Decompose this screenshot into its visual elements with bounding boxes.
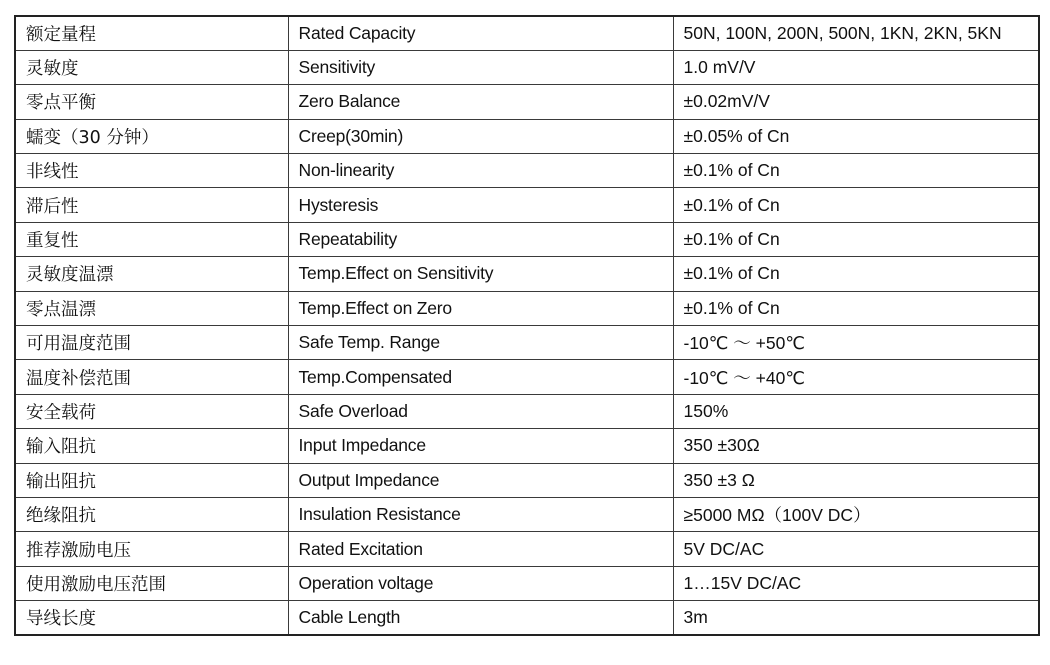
spec-name-cn: 蠕变（30 分钟） (15, 119, 288, 153)
spec-value: ±0.05% of Cn (673, 119, 1039, 153)
table-row (15, 463, 1039, 497)
spec-value: 5V DC/AC (673, 532, 1039, 566)
spec-table-body (15, 16, 1039, 635)
spec-name-cn: 非线性 (15, 154, 288, 188)
spec-name-en: Sensitivity (288, 50, 673, 84)
spec-value: ±0.1% of Cn (673, 154, 1039, 188)
spec-value: 1.0 mV/V (673, 50, 1039, 84)
table-row (15, 154, 1039, 188)
table-row (15, 50, 1039, 84)
table-row (15, 601, 1039, 635)
spec-table-container (14, 15, 1038, 636)
spec-name-en: Repeatability (288, 222, 673, 256)
spec-value: ±0.02mV/V (673, 85, 1039, 119)
spec-name-cn: 滞后性 (15, 188, 288, 222)
table-row (15, 85, 1039, 119)
table-row (15, 257, 1039, 291)
table-row (15, 119, 1039, 153)
spec-name-cn: 灵敏度温漂 (15, 257, 288, 291)
spec-name-en: Temp.Effect on Zero (288, 291, 673, 325)
spec-value: 350 ±3 Ω (673, 463, 1039, 497)
table-row (15, 16, 1039, 50)
table-row (15, 360, 1039, 394)
table-row (15, 291, 1039, 325)
table-row (15, 222, 1039, 256)
table-row (15, 326, 1039, 360)
spec-name-en: Rated Capacity (288, 16, 673, 50)
spec-name-cn: 额定量程 (15, 16, 288, 50)
spec-name-en: Operation voltage (288, 566, 673, 600)
spec-name-cn: 灵敏度 (15, 50, 288, 84)
spec-name-cn: 重复性 (15, 222, 288, 256)
table-row (15, 566, 1039, 600)
spec-name-en: Cable Length (288, 601, 673, 635)
table-row (15, 429, 1039, 463)
spec-value: 1…15V DC/AC (673, 566, 1039, 600)
spec-name-en: Input Impedance (288, 429, 673, 463)
spec-name-en: Hysteresis (288, 188, 673, 222)
spec-name-en: Temp.Effect on Sensitivity (288, 257, 673, 291)
spec-name-en: Safe Overload (288, 394, 673, 428)
spec-table (14, 15, 1040, 636)
spec-name-en: Non-linearity (288, 154, 673, 188)
spec-name-en: Output Impedance (288, 463, 673, 497)
table-row (15, 532, 1039, 566)
spec-name-en: Zero Balance (288, 85, 673, 119)
spec-value: ±0.1% of Cn (673, 291, 1039, 325)
spec-value: ±0.1% of Cn (673, 257, 1039, 291)
spec-name-cn: 安全载荷 (15, 394, 288, 428)
spec-name-cn: 绝缘阻抗 (15, 497, 288, 531)
table-row (15, 188, 1039, 222)
spec-name-cn: 可用温度范围 (15, 326, 288, 360)
spec-name-en: Temp.Compensated (288, 360, 673, 394)
spec-name-cn: 导线长度 (15, 601, 288, 635)
spec-name-cn: 温度补偿范围 (15, 360, 288, 394)
table-row (15, 497, 1039, 531)
spec-value: 50N, 100N, 200N, 500N, 1KN, 2KN, 5KN (673, 16, 1039, 50)
spec-value: 150% (673, 394, 1039, 428)
spec-name-cn: 输出阻抗 (15, 463, 288, 497)
spec-value: ±0.1% of Cn (673, 222, 1039, 256)
spec-name-en: Rated Excitation (288, 532, 673, 566)
spec-name-en: Creep(30min) (288, 119, 673, 153)
spec-value: ≥5000 MΩ（100V DC） (673, 497, 1039, 531)
spec-name-cn: 输入阻抗 (15, 429, 288, 463)
spec-value: -10℃ ～ +40℃ (673, 360, 1039, 394)
spec-name-cn: 零点平衡 (15, 85, 288, 119)
table-row (15, 394, 1039, 428)
spec-name-cn: 零点温漂 (15, 291, 288, 325)
spec-name-cn: 推荐激励电压 (15, 532, 288, 566)
spec-name-en: Insulation Resistance (288, 497, 673, 531)
spec-name-en: Safe Temp. Range (288, 326, 673, 360)
spec-value: 350 ±30Ω (673, 429, 1039, 463)
spec-value: -10℃ ～ +50℃ (673, 326, 1039, 360)
spec-value: ±0.1% of Cn (673, 188, 1039, 222)
spec-name-cn: 使用激励电压范围 (15, 566, 288, 600)
spec-value: 3m (673, 601, 1039, 635)
